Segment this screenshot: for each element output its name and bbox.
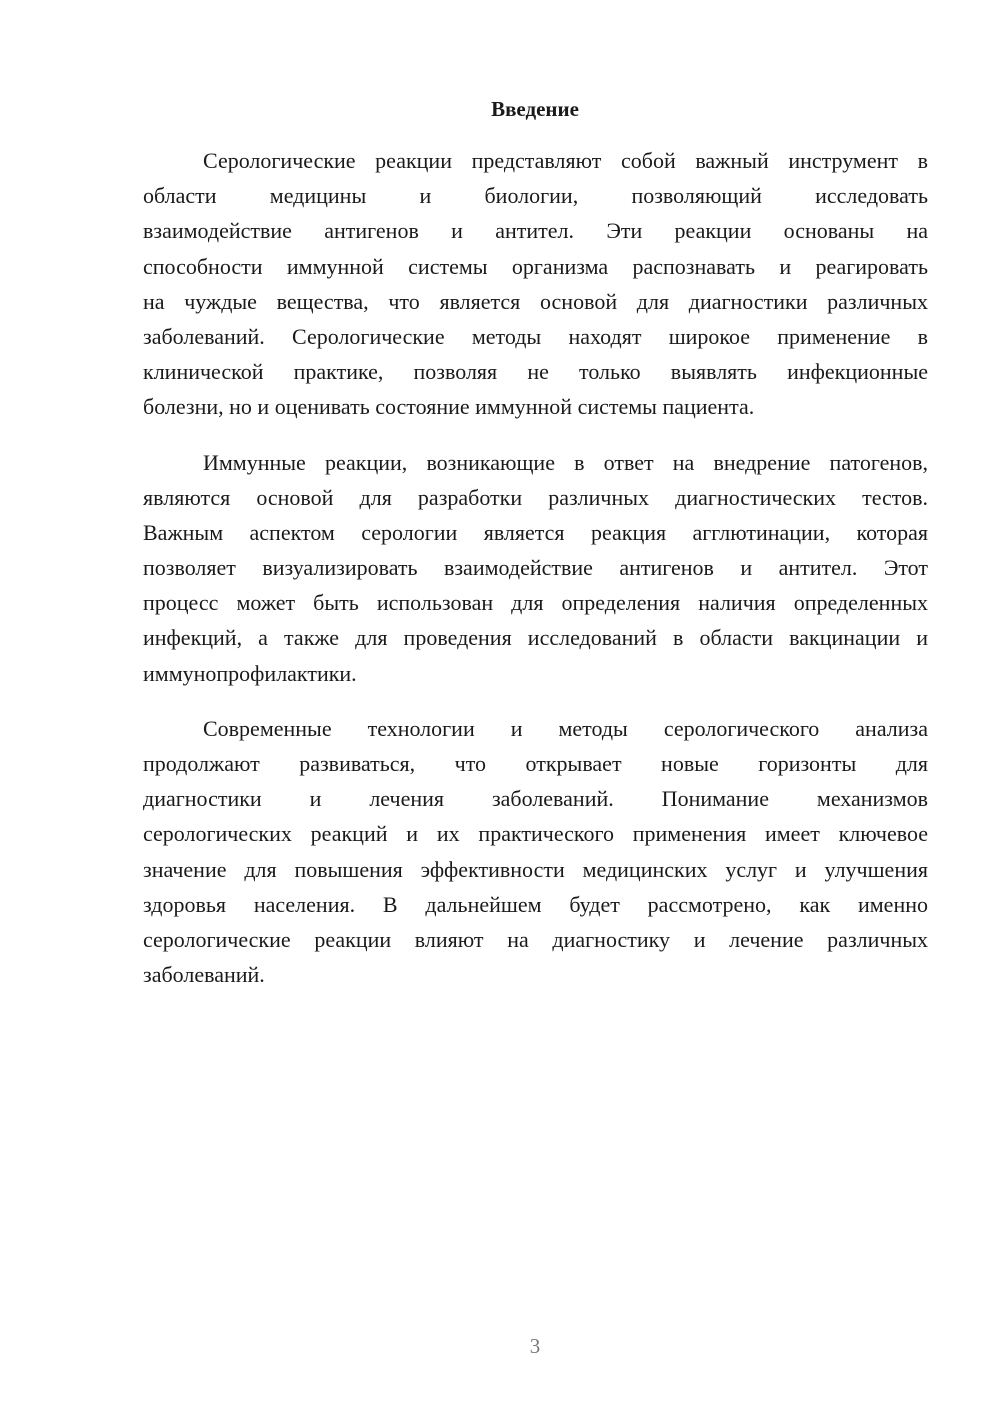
- text-line: способности иммунной системы организма распознавать и реагировать: [143, 253, 928, 279]
- section-title: Введение: [491, 97, 579, 121]
- text-line: Современные технологии и методы серологического анализа: [203, 715, 928, 741]
- text-line: серологические реакции влияют на диагностику и лечение различных: [143, 926, 928, 952]
- text-line: области медицины и биологии, позволяющий исследовать: [143, 183, 928, 209]
- text-line: здоровья населения. В дальнейшем будет рассмотрено, как именно: [143, 891, 928, 917]
- paragraph: [143, 143, 928, 425]
- text-line: серологических реакций и их практического применения имеет ключевое: [143, 821, 928, 847]
- text-line: процесс может быть использован для определения наличия определенных: [143, 590, 928, 616]
- text-line: Важным аспектом серологии является реакция агглютинации, которая: [143, 519, 928, 545]
- page-number: 3: [529, 1334, 541, 1358]
- text-line: на чуждые вещества, что является основой для диагностики различных: [143, 288, 928, 314]
- text-line: значение для повышения эффективности медицинских услуг и улучшения: [143, 856, 928, 882]
- text-line: взаимодействие антигенов и антител. Эти реакции основаны на: [143, 218, 928, 244]
- document-body: [143, 143, 928, 1012]
- text-line: иммунопрофилактики.: [143, 660, 357, 686]
- text-line: заболеваний.: [143, 962, 265, 988]
- text-line: заболеваний. Серологические методы находят широкое применение в: [143, 323, 928, 349]
- text-line: Серологические реакции представляют собой важный инструмент в: [203, 148, 928, 173]
- text-line: инфекций, а также для проведения исследований в области вакцинации и: [143, 625, 928, 651]
- paragraph: [143, 711, 928, 993]
- text-line: клинической практике, позволяя не только выявлять инфекционные: [143, 359, 928, 385]
- text-line: Иммунные реакции, возникающие в ответ на внедрение патогенов,: [203, 449, 928, 475]
- paragraph: [143, 445, 928, 691]
- text-line: диагностики и лечения заболеваний. Понимание механизмов: [143, 786, 928, 812]
- text-line: позволяет визуализировать взаимодействие антигенов и антител. Этот: [143, 555, 928, 581]
- text-line: являются основой для разработки различных диагностических тестов.: [143, 484, 928, 510]
- text-line: болезни, но и оценивать состояние иммунной системы пациента.: [143, 394, 755, 420]
- text-line: продолжают развиваться, что открывает новые горизонты для: [143, 751, 928, 776]
